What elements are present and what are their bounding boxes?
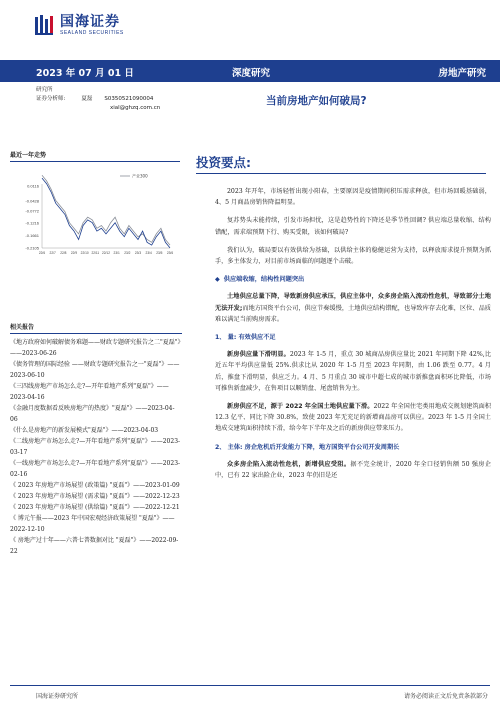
trend-chart	[10, 166, 180, 266]
logo-name-en: SEALAND SECURITIES	[60, 30, 124, 36]
analyst-license: S0350521090004	[104, 96, 154, 102]
report-banner	[0, 60, 500, 82]
paragraph-4: 土地供应总量下降，导致新房供应承压，供应主体中，众多房企陷入流动性危机，导致部分土地无法开发;而地方国资平台公司，供应节奏缓慢，土地供应结构错配，也导致库存去化难，区位、品质难以满足当前购房需求。	[215, 293, 491, 323]
legend-label: 产业300	[132, 173, 148, 179]
bullet-icon: ◆	[215, 276, 220, 284]
report-sector: 房地产研究	[438, 68, 486, 79]
paragraph-5: 新房供应量下滑明显。2023 年 1-5 月，重点 30 城商品房供应量比 2021 年同期下降 42%,比近五年平均供应量低 25%.供求比从 2020 年 1-5 月至 2023 年同期，由 1.06 跌至 0.77。4 月后，推盘下滑明显，供应乏力。4 月、5 月重点 30 城市中超七成的城市新推盘面积环比降低，市场可推售新盘减少，在售项目以顺销盘、尾盘销售为主。	[215, 351, 492, 392]
y-tick-label: -0.0428	[25, 198, 39, 204]
footer-divider	[10, 685, 490, 686]
paragraph-6: 新房供应不足，源于 2022 年全国土地供应量下滑。2022 年全国住宅类用地成交规划建筑面积 12.3 亿平、同比下降 30.8%，致使 2023 年无充足的新增商品房可以供应。2023 年 1-5 月全国土地成交建筑面积持续下滑，给今年下半年及之后的新房供应带来压力。	[215, 403, 491, 433]
x-tick-label: 22/11	[91, 251, 100, 255]
related-report-item[interactable]: 《什么是房地产的新发展模式"夏磊"》——2023-04-03	[10, 427, 159, 434]
x-tick-label: 23/5	[156, 251, 163, 255]
x-tick-label: 23/2	[124, 251, 131, 255]
footer-institute: 国海证券研究所	[36, 693, 79, 700]
x-tick-label: 22/9	[70, 251, 78, 255]
sealand-logo-icon	[34, 14, 56, 36]
related-report-item[interactable]: 《 2023 年房地产市场展望 (需求篇) "夏磊"》——2022-12-23	[10, 493, 180, 500]
paragraph-3: 我们认为，破局要以有效供给为基础，以供给主体的稳健运营为支持，以释放需求提升预期为抓手，多主体发力，对目前市场面临的问题逐个击破。	[215, 246, 491, 266]
related-report-item[interactable]: 《 2023 年房地产市场展望 (政策篇) "夏磊"》——2023-01-09	[10, 482, 180, 489]
y-tick-label: 0.0116	[27, 183, 39, 189]
x-tick-label: 22/10	[80, 251, 89, 255]
subheading-subject: 2、 主体: 房企危机后开发能力下降，地方国资平台公司开发周期长	[215, 443, 400, 451]
x-tick-label: 23/3	[134, 251, 142, 255]
related-report-item[interactable]: 《二线房地产市场怎么走?—开年看地产系列"夏磊"》——2023-03-17	[10, 438, 181, 456]
analyst-name: 夏磊	[81, 96, 93, 102]
x-tick-label: 22/7	[49, 251, 56, 255]
y-tick-label: -0.1216	[25, 220, 39, 226]
footer-disclaimer: 请务必阅读正文后免责条款部分	[403, 693, 488, 700]
report-title: 当前房地产如何破局?	[266, 95, 367, 107]
x-tick-label: 22/12	[102, 251, 110, 255]
related-report-item[interactable]: 《金融月度数据看反映房地产的热度》"夏磊"》——2023-04-06	[10, 405, 175, 423]
paragraph-7: 众多房企陷入流动性危机，新增供应受阻。据不完全统计，2020 年全口径销售额 50 强房企中，已有 22 家出险企业，2023 年仍旧是还	[215, 460, 491, 480]
key-points-title: 投资要点:	[196, 155, 251, 170]
series-line-1	[42, 178, 170, 248]
analyst-label: 证券分析师:	[36, 96, 66, 102]
related-report-item[interactable]: 《三四线房地产市场怎么走?—开年看地产系列"夏磊"》——2023-04-16	[10, 383, 169, 401]
x-tick-label: 23/1	[113, 251, 120, 255]
paragraph-2: 复苏势头未能持续，引发市场担忧，这是趋势性的下降还是季节性回调? 供应端总量收缩、结构错配，需求端预期下行、购买受限，该如何破局?	[215, 217, 491, 236]
related-report-item[interactable]: 《 博元午报——2023 年中国宏观经济政策展望 "夏磊"》——2022-12-10	[10, 515, 175, 533]
report-body	[215, 186, 491, 488]
x-tick-label: 22/8	[60, 251, 67, 255]
related-report-item[interactable]: 《一线房地产市场怎么走?—开年看地产系列"夏磊"》——2023-02-16	[10, 460, 181, 478]
logo-name-cn: 国海证券	[60, 14, 120, 30]
related-reports	[10, 322, 182, 557]
company-logo	[34, 14, 124, 36]
related-report-item[interactable]: 《 2023 年房地产市场展望 (供给篇) "夏磊"》——2022-12-21	[10, 504, 180, 511]
y-tick-label: -0.0772	[25, 208, 39, 214]
y-tick-label: -0.2105	[25, 245, 39, 251]
trend-label: 最近一年走势	[10, 150, 180, 162]
related-label: 相关报告	[10, 322, 182, 334]
x-tick-label: 23/6	[166, 251, 174, 255]
related-report-item[interactable]: 《债务管理的国际经验 ——财政专题研究报告之一"夏磊"》——2023-06-10	[10, 361, 180, 379]
trend-panel	[10, 150, 180, 270]
report-date: 2023 年 07 月 01 日	[36, 68, 134, 79]
analyst-email[interactable]: xial@ghzq.com.cn	[110, 105, 161, 111]
related-report-item[interactable]: 《 房地产过十年——六普七普数据对比 "夏磊"》——2022-09-22	[10, 537, 179, 555]
section-heading-supply: ◆ 供应端收缩，结构性问题突出	[215, 276, 305, 284]
y-tick-label: -0.1661	[25, 233, 39, 239]
paragraph-1: 2023 年开年，市场轻暂出现小阳春，主要原因是疫情期间积压需求释放，但市场回暖基础弱， 4、5 月商品房销售降温明显。	[215, 188, 491, 207]
report-type: 深度研究	[232, 68, 271, 79]
subheading-volume: 1、 量: 有效供应不足	[215, 334, 276, 342]
institute-label: 研究所	[36, 87, 53, 93]
x-tick-label: 23/4	[145, 251, 152, 255]
x-tick-label: 22/6	[38, 251, 46, 255]
analyst-info	[36, 86, 160, 113]
related-report-item[interactable]: 《地方政府如何破解债务难题——财政专题研究报告之二"夏磊"》——2023-06-26	[10, 339, 181, 357]
key-points-divider	[196, 173, 486, 174]
